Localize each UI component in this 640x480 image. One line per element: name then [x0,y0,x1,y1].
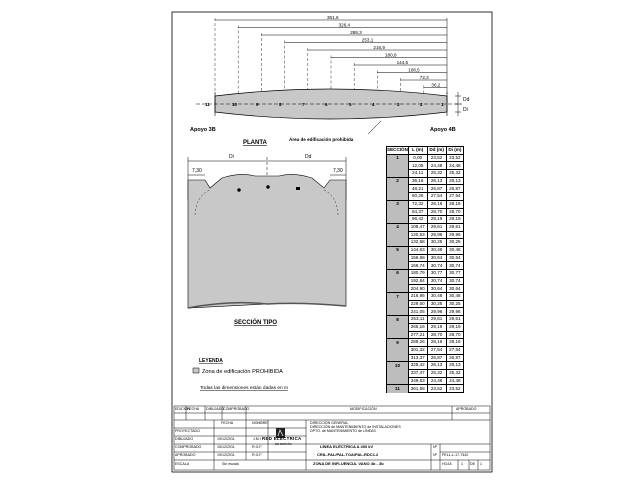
row-aprobado-nombre: R.G.F. [252,453,263,457]
rev-header-edicion: EDICIÓN [175,407,190,411]
conductor-center [266,185,269,188]
cell-seccion: 5 [387,246,409,254]
cell-l: 72,32 [408,200,427,208]
section-table-body [387,154,464,392]
cell-seccion [387,208,409,216]
cell-dd: 23,52 [427,154,446,162]
cell-di: 30,74 [446,277,463,285]
table-row [387,293,464,301]
hoja-label: HOJA [442,462,452,466]
cell-dd: 24,48 [427,162,446,170]
cell-di: 29,96 [446,231,463,239]
cell-l: 24,11 [408,170,427,178]
cell-seccion [387,262,409,270]
zone-title: ZONA DE INFLUENCIA. VANO 4b - 3b [313,461,384,466]
table-row [387,254,464,262]
table-row [387,331,464,339]
cell-dd: 24,48 [427,377,446,385]
escala-value: Sin escala [222,462,239,466]
cell-di: 28,70 [446,208,463,216]
direction-line-2: DIRECCIÓN de MANTENIMIENTO de INSTALACIONES [310,425,401,429]
cell-l: 36,16 [408,177,427,185]
cell-l: 337,47 [408,369,427,377]
plan-section-number: 7 [302,102,305,107]
cell-dd: 23,52 [427,385,446,393]
plan-section-number: 5 [349,102,352,107]
dimension-label: 361,6 [327,14,339,20]
cell-seccion [387,185,409,193]
sub-header-fecha: FECHA [221,421,234,425]
cell-dd: 27,54 [427,193,446,201]
table-row [387,339,464,347]
de-label: DE [470,462,475,466]
table-row [387,231,464,239]
section-view [188,154,346,326]
cell-l: 265,16 [408,323,427,331]
cell-di: 29,19 [446,216,463,224]
plano-value: PELL-L-17-7442 [442,453,469,457]
cell-seccion [387,170,409,178]
cell-seccion: 3 [387,200,409,208]
table-row [387,346,464,354]
plan-section-number: 6 [325,102,328,107]
cell-di: 30,64 [446,254,463,262]
plan-di-label: Di [463,107,468,113]
cell-seccion: 7 [387,293,409,301]
cell-seccion [387,377,409,385]
cell-l: 0,00 [408,154,427,162]
plan-section-number: 11 [205,102,210,107]
row-dibujado-label: DIBUJADO [175,437,194,441]
direction-line-3: DPTO. de MANTENIMIENTO de LÍNEAS [310,429,376,433]
prohibited-zone-section [188,174,346,308]
conductor-right [296,187,300,190]
row-aprobado-label: APROBADO [175,453,196,457]
apoyo-4b-label: Apoyo 4B [430,127,456,133]
cell-seccion [387,346,409,354]
cell-dd: 29,96 [427,308,446,316]
cell-dd: 30,74 [427,262,446,270]
table-row [387,354,464,362]
plan-title: PLANTA [243,140,267,146]
line-code: CRIL-PAL/PAL-TOA/PAL-RDC1.2 [317,452,379,457]
cell-l: 301,32 [408,346,427,354]
cell-seccion [387,331,409,339]
cell-di: 29,61 [446,223,463,231]
legend-swatch [193,368,199,373]
section-dd-label: Dd [305,154,312,160]
section-title: SECCIÓN TIPO [234,320,278,326]
cell-di: 30,77 [446,270,463,278]
table-row [387,200,464,208]
cell-seccion [387,285,409,293]
cell-l: 12,05 [408,162,427,170]
cell-dd: 26,13 [427,177,446,185]
cell-di: 28,16 [446,339,463,347]
header-seccion: SECCIÓN [387,147,408,153]
cell-di: 25,32 [446,170,463,178]
table-row [387,216,464,224]
right-offset-label: 7,30 [333,168,343,174]
table-row [387,385,464,393]
cell-l: 120,53 [408,231,427,239]
cell-dd: 30,25 [427,300,446,308]
rev-header-comprobado: COMPROBADO [223,407,250,411]
area-label: Área de edificación prohibida [289,137,354,142]
cell-di: 26,87 [446,354,463,362]
cell-seccion: 11 [387,385,409,393]
cell-di: 29,96 [446,308,463,316]
cell-seccion [387,308,409,316]
plano-label: Nº [433,453,437,457]
cell-l: 229,00 [408,300,427,308]
hoja-value: 1 [461,462,463,466]
conductor-left [237,188,240,191]
cell-di: 27,54 [446,193,463,201]
table-row [387,262,464,270]
de-value: 1 [480,462,482,466]
cell-seccion [387,277,409,285]
cell-l: 132,58 [408,239,427,247]
plan-dd-label: Dd [463,97,470,103]
plan-section-number: 9 [256,102,259,107]
title-block [174,406,490,470]
cell-di: 23,52 [446,154,463,162]
cell-dd: 27,54 [427,346,446,354]
left-offset-label: 7,30 [192,168,202,174]
row-dibujado-fecha: 19/12/2011 [217,437,235,441]
plan-view [190,15,470,146]
cell-dd: 25,32 [427,170,446,178]
cell-l: 180,79 [408,270,427,278]
cell-di: 23,52 [446,385,463,393]
cell-dd: 25,32 [427,369,446,377]
area-leader [368,121,381,134]
cell-dd: 28,70 [427,331,446,339]
table-row [387,170,464,178]
cell-di: 29,19 [446,323,463,331]
table-row [387,270,464,278]
table-row [387,185,464,193]
dimension-label: 108,5 [408,67,420,73]
cell-seccion [387,216,409,224]
dimension-label: 253,1 [361,37,374,43]
dimension-label: 216,9 [373,44,385,50]
cell-di: 26,87 [446,185,463,193]
cell-l: 156,68 [408,254,427,262]
cell-l: 216,95 [408,293,427,301]
table-row [387,239,464,247]
plan-section-number: 10 [232,102,238,107]
sub-header-nombre: NOMBRE [252,421,268,425]
cell-di: 27,54 [446,346,463,354]
header-dd: Dd (m) [427,147,446,155]
cell-dd: 30,74 [427,277,446,285]
cell-di: 28,70 [446,331,463,339]
plan-section-number: 2 [420,102,423,107]
cell-di: 28,16 [446,200,463,208]
cell-dd: 30,25 [427,239,446,247]
cell-dd: 30,64 [427,254,446,262]
table-row [387,154,464,162]
cell-di: 25,32 [446,369,463,377]
table-row [387,162,464,170]
rev-header-dibujado: DIBUJADO [206,407,225,411]
nf-label: Nº [433,445,437,449]
cell-l: 96,42 [408,216,427,224]
company-name: RED ELÉCTRICA [262,436,302,441]
cell-seccion: 1 [387,154,409,162]
table-row [387,377,464,385]
plan-dimension-lines [215,15,447,94]
table-row [387,300,464,308]
cell-di: 30,74 [446,262,463,270]
dimension-label: 36,2 [431,82,441,88]
cell-l: 313,37 [408,354,427,362]
cell-di: 26,13 [446,177,463,185]
plan-section-number: 8 [279,102,282,107]
cell-l: 241,05 [408,308,427,316]
cell-dd: 30,64 [427,285,446,293]
rev-header-fecha: FECHA [187,407,200,411]
cell-di: 26,13 [446,362,463,370]
header-di: Di (m) [446,147,463,155]
cell-seccion [387,354,409,362]
cell-dd: 26,13 [427,362,446,370]
cell-seccion [387,231,409,239]
section-di-label: Di [229,154,234,160]
cell-seccion: 9 [387,339,409,347]
rev-header-aprobado: APROBADO [456,407,477,411]
cell-dd: 30,48 [427,293,446,301]
cell-l: 361,58 [408,385,427,393]
cell-dd: 29,96 [427,231,446,239]
row-dibujado-nombre: J.M.I [253,437,261,441]
plan-section-number: 1 [441,102,444,107]
row-proyectado-label: PROYECTADO [175,429,200,433]
company-sub: DE ESPAÑA [275,442,292,446]
plan-section-number: 4 [372,102,375,107]
cell-dd: 30,48 [427,246,446,254]
cell-di: 24,48 [446,162,463,170]
cell-seccion: 10 [387,362,409,370]
table-row [387,362,464,370]
dimension-label: 144,6 [396,59,409,65]
dimension-label: 289,3 [350,29,362,35]
cell-dd: 30,77 [427,270,446,278]
cell-dd: 28,16 [427,339,446,347]
cell-seccion [387,193,409,201]
cell-dd: 26,87 [427,354,446,362]
table-row [387,208,464,216]
row-comprobado-label: COMPROBADO [175,445,202,449]
header-l: L (m) [408,147,427,155]
cell-seccion [387,254,409,262]
cell-dd: 28,70 [427,208,446,216]
table-row [387,323,464,331]
cell-seccion [387,162,409,170]
cell-l: 325,42 [408,362,427,370]
table-row [387,193,464,201]
cell-seccion [387,369,409,377]
cell-dd: 28,16 [427,200,446,208]
cell-di: 24,48 [446,377,463,385]
row-aprobado-fecha: 19/12/2011 [217,453,235,457]
cell-seccion [387,323,409,331]
cell-di: 30,25 [446,300,463,308]
cell-seccion [387,300,409,308]
cell-l: 108,47 [408,223,427,231]
cell-di: 30,25 [446,239,463,247]
table-row [387,223,464,231]
cell-seccion: 4 [387,223,409,231]
cell-l: 144,63 [408,246,427,254]
cell-di: 29,61 [446,316,463,324]
escala-label: ESCALA [175,462,190,466]
cell-dd: 29,19 [427,216,446,224]
legend-title: LEYENDA [199,358,223,364]
line-title: LÍNEA ELÉCTRICA A 400 kV [320,444,374,449]
cell-di: 30,48 [446,246,463,254]
cell-seccion: 2 [387,177,409,185]
cell-l: 289,26 [408,339,427,347]
row-comprobado-nombre: R.G.F. [252,445,263,449]
cell-dd: 29,61 [427,223,446,231]
cell-seccion: 8 [387,316,409,324]
dimension-label: 180,8 [385,52,397,58]
section-table-header [387,147,464,155]
cell-l: 48,21 [408,185,427,193]
cell-l: 84,37 [408,208,427,216]
cell-l: 60,26 [408,193,427,201]
table-row [387,177,464,185]
cell-dd: 26,87 [427,185,446,193]
direction-line-1: DIRECCIÓN GENERAL [310,421,349,425]
table-row [387,277,464,285]
dimension-label: 72,3 [419,74,429,80]
plan-section-number: 3 [397,102,400,107]
table-row [387,308,464,316]
legend [193,358,288,391]
cell-l: 168,74 [408,262,427,270]
cell-dd: 29,19 [427,323,446,331]
cell-l: 349,53 [408,377,427,385]
apoyo-3b-label: Apoyo 3B [190,127,216,133]
cell-l: 204,90 [408,285,427,293]
cell-seccion [387,239,409,247]
cell-l: 277,21 [408,331,427,339]
table-row [387,369,464,377]
table-row [387,246,464,254]
rev-header-modificacion: MODIFICACIÓN [350,407,377,411]
section-table [386,146,464,393]
table-row [387,316,464,324]
cell-seccion: 6 [387,270,409,278]
table-row [387,285,464,293]
row-comprobado-fecha: 15/12/2011 [217,445,235,449]
legend-item: Zona de edificación PROHIBIDA [202,369,283,375]
cell-l: 192,84 [408,277,427,285]
dimensions-note: Todas las dimensiones están dadas en m [200,386,288,391]
cell-l: 253,11 [408,316,427,324]
cell-dd: 29,61 [427,316,446,324]
dimension-label: 326,4 [338,22,351,28]
cell-di: 30,48 [446,293,463,301]
cell-di: 30,64 [446,285,463,293]
